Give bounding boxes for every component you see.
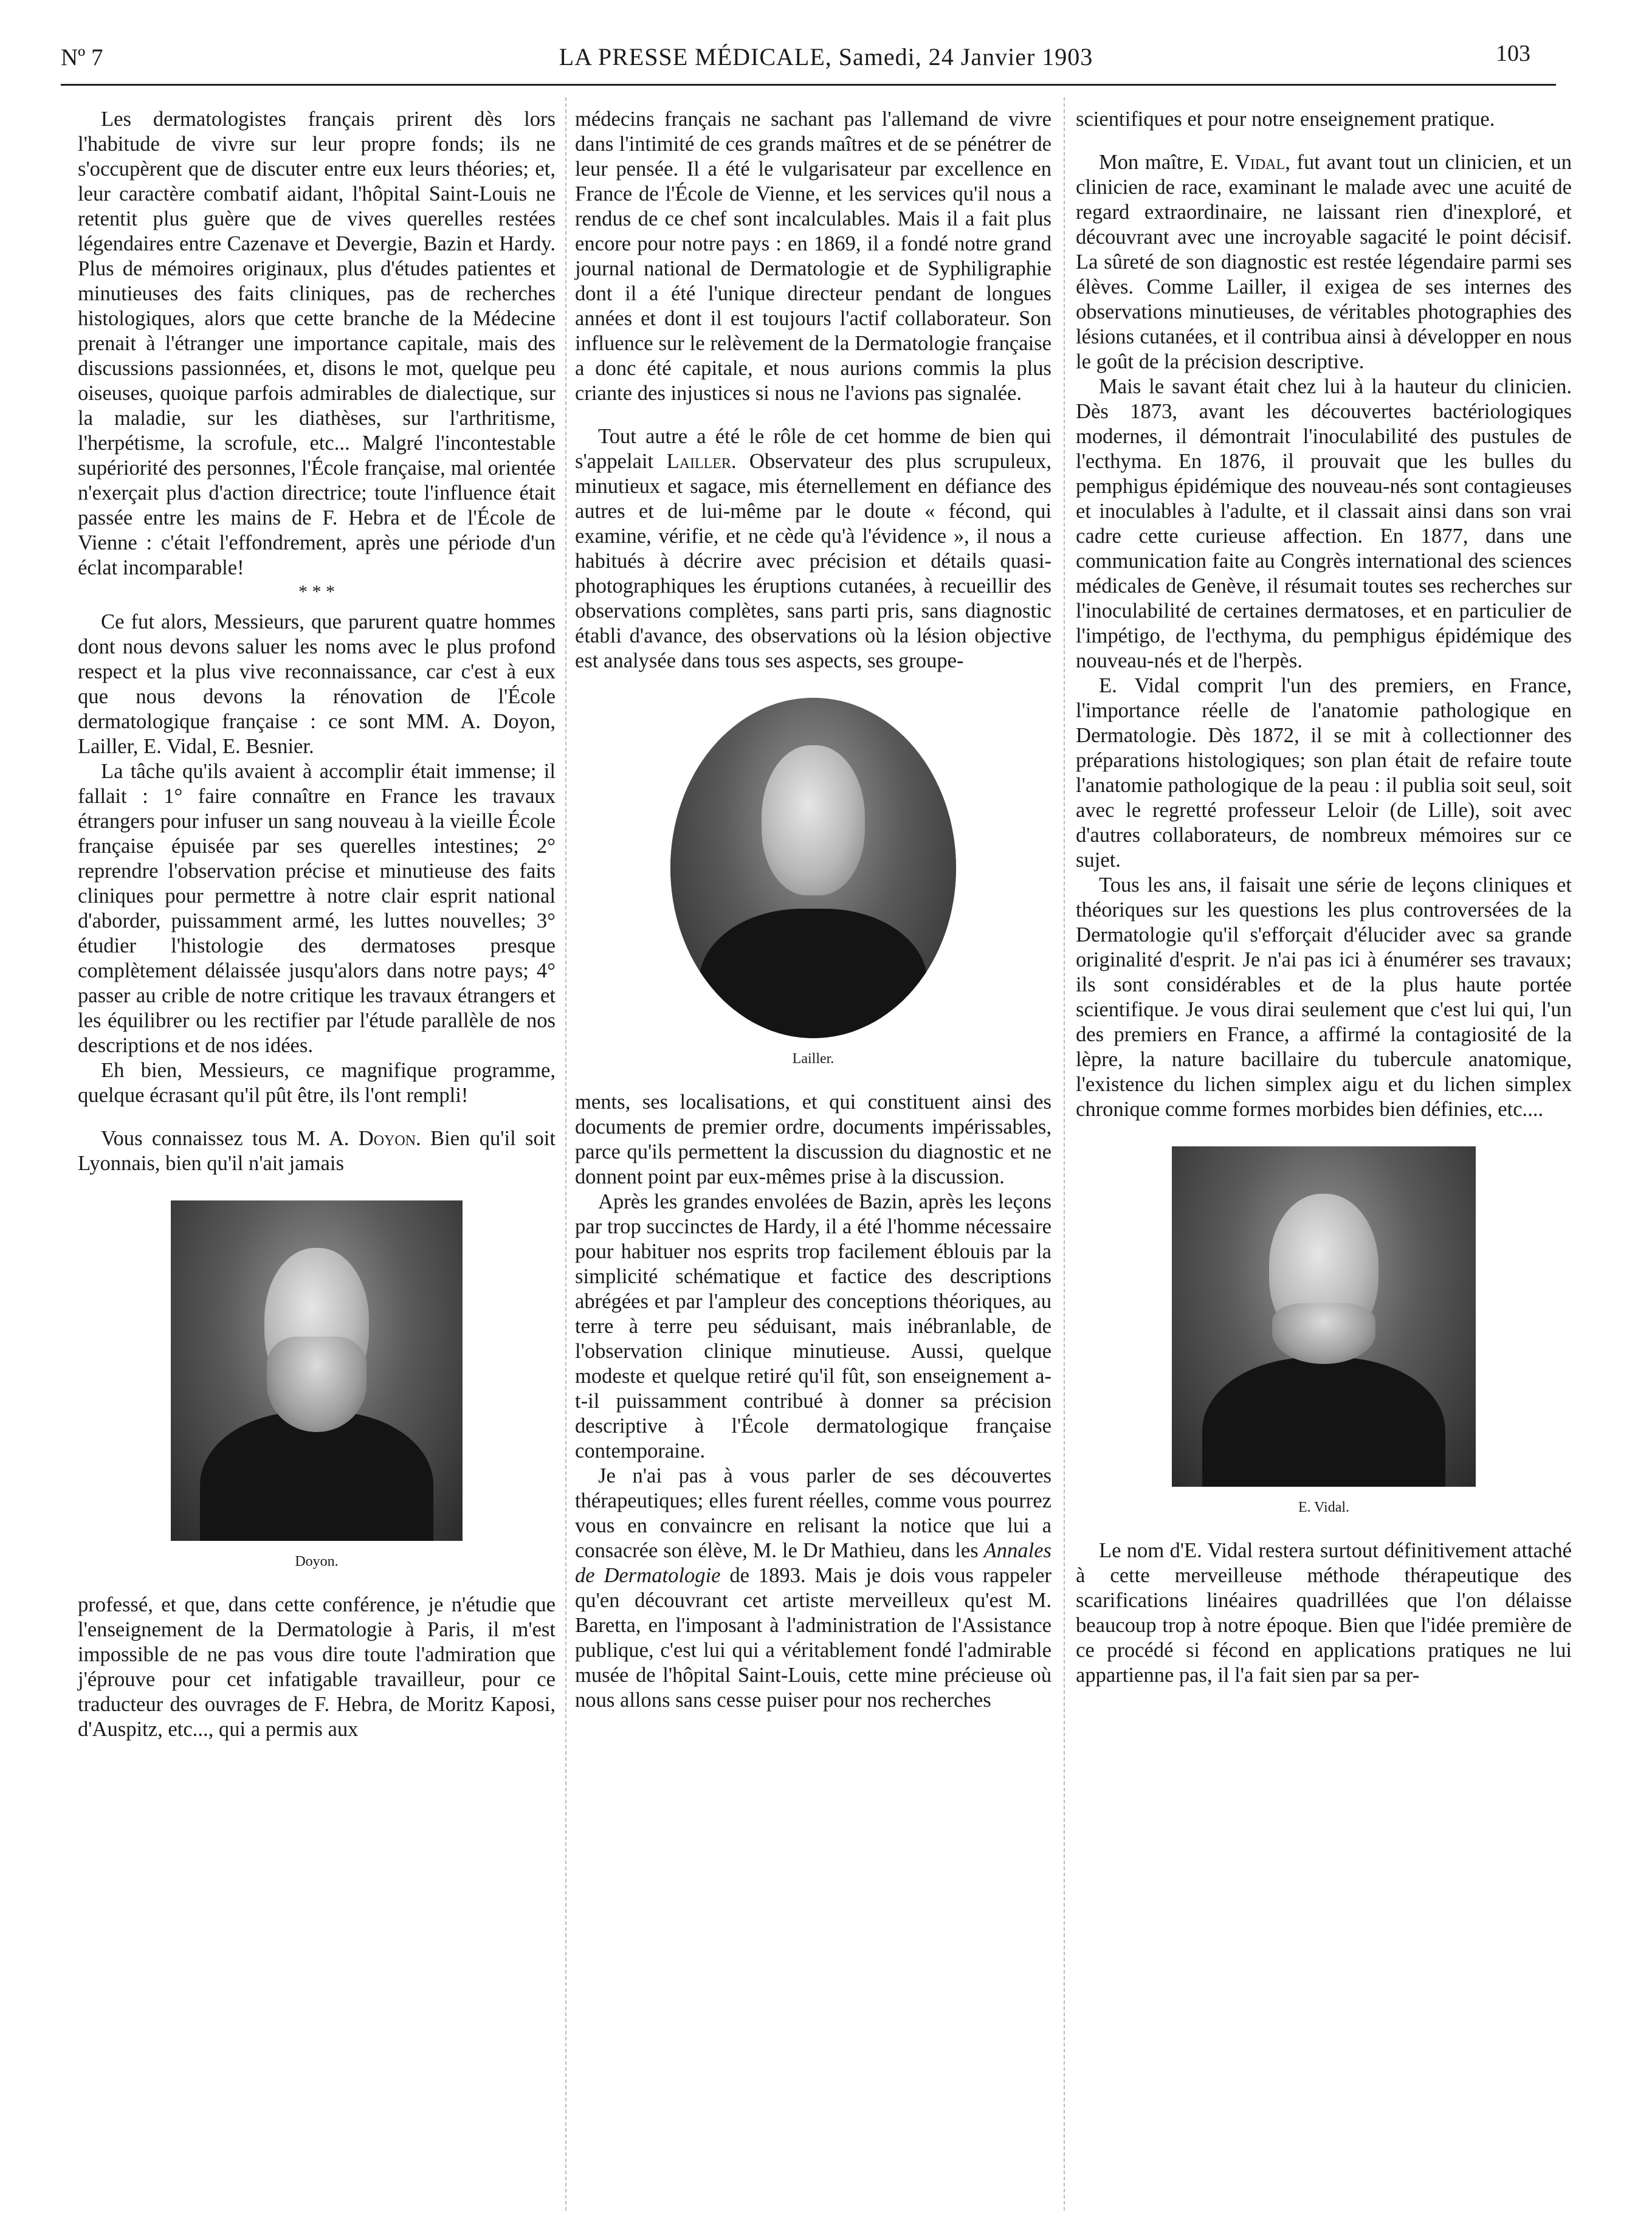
paragraph: E. Vidal comprit l'un des premiers, en France, l'importance réelle de l'anatomie pathologique en Dermatologie. Dès 1872, il se mit à collectionner des préparations histologiques; son plan était de refaire toute l'anatomie pathologique de la peau : il publia soit seul, soit avec le regretté professeur Leloir (de Lille), soit avec d'autres collaborateurs, de nombreux mémoires sur ce sujet. <box>1076 674 1572 872</box>
portrait-photo <box>670 698 956 1038</box>
paragraph: Après les grandes envolées de Bazin, après les leçons par trop succinctes de Hardy, il a été l'homme nécessaire pour habituer nos esprits trop facilement éblouis par la simplicité schématique et factice des descriptions abrégées et par l'ampleur des conceptions théoriques, au terre à terre peu séduisant, mais inébranlable, de l'observation clinique minutieuse. Aussi, quelque modeste et quelque retiré qu'il fût, son enseignement a-t-il puissamment contribué à donner sa précision descriptive à l'École dermatologique française contemporaine. <box>575 1190 1051 1462</box>
figure-caption: Doyon. <box>295 1554 339 1569</box>
figure-caption: E. Vidal. <box>1298 1500 1350 1515</box>
journal-title: LA PRESSE MÉDICALE, Samedi, 24 Janvier 1903 <box>559 43 1093 71</box>
page-header <box>0 0 1652 91</box>
paragraph: professé, et que, dans cette conférence, je n'étudie que l'enseignement de la Dermatologie à Paris, il m'est impossible de ne pas vous dire toute l'admiration que j'éprouve pour cet infatigable travailleur, pour ce traducteur des ouvrages de F. Hebra, de Moritz Kaposi, d'Auspitz, etc..., qui a permis aux <box>78 1593 556 1741</box>
person-name: Vidal <box>1234 151 1285 174</box>
figure-caption: Lailler. <box>792 1051 835 1067</box>
portrait-figure-doyon <box>78 1200 556 1574</box>
paragraph: Les dermatologistes français prirent dès lors l'habitude de vivre sur leur propre fonds; ils ne s'occupèrent que de discuter entre eux leurs théories; et, leur caractère combatif aidant, l'hôpital Saint-Louis ne retentit plus guère que de vives querelles restées légendaires entre Cazenave et Devergie, Bazin et Hardy. Plus de mémoires originaux, plus d'études patientes et minutieuses des faits cliniques, pas de recherches histologiques, alors que cette branche de la Médecine prenait à l'étranger une importance capitale, mais des discussions passionnées, et, disons le mot, quelque peu oiseuses, quoique parfois admirables de dialectique, sur la maladie, sur les diathèses, sur l'arthritisme, l'herpétisme, la scrofule, etc... Malgré l'incontestable supériorité des personnes, l'École française, mal orientée n'exerçait plus d'action directrice; toute l'influence était passée entre les mains de F. Hebra et de l'École de Vienne : c'était l'effondrement, après une période d'un éclat incomparable! <box>78 108 556 579</box>
column-2 <box>575 107 1051 1713</box>
paragraph: Mais le savant était chez lui à la hauteur du clinicien. Dès 1873, avant les découvertes bactériologiques modernes, il démontrait l'inoculabilité des pustules de l'ecthyma. En 1876, il prouvait que les bulles du pemphigus épidémique des nouveau-nés sont contagieuses et inoculables à l'adulte, et il classait ainsi dans son vrai cadre cette curieuse affection. En 1877, dans une communication faite au Congrès international des sciences médicales de Genève, il résumait toutes ses recherches sur l'inoculabilité de certaines dermatoses, et en particulier de l'impétigo, de l'ecthyma, du pemphigus épidémique des nouveau-nés et de l'herpès. <box>1076 375 1572 672</box>
paragraph: Le nom d'E. Vidal restera surtout définitivement attaché à cette merveilleuse méthode thérapeutique des scarifications linéaires quadrillées que l'on délaisse beaucoup trop à notre époque. Bien que l'idée première de ce procédé si fécond en applications pratiques ne lui appartienne pas, il l'a fait sien par sa per- <box>1076 1539 1572 1687</box>
column-1 <box>78 107 556 1742</box>
paragraph: Mon maître, E. Vidal, fut avant tout un clinicien, et un clinicien de race, examinant le malade avec une acuité de regard extraordinaire, ne laissant rien d'inexploré, et découvrant avec une incroyable sagacité le point décisif. La sûreté de son diagnostic est restée légendaire parmi ses élèves. Comme Lailler, il exigea de ses internes des observations minutieuses, de véritables photographies des lésions cutanées, et il contribua ainsi à développer en nous le goût de la précision descriptive. <box>1076 151 1572 373</box>
column-divider <box>1064 97 1065 2211</box>
person-name: Lailler <box>666 450 731 473</box>
column-divider <box>565 97 566 2211</box>
paragraph: Je n'ai pas à vous parler de ses découvertes thérapeutiques; elles furent réelles, comme vous pourrez vous en convaincre en relisant la notice que lui a consacrée son élève, M. le Dr Mathieu, dans les Annales de Dermatologie de 1893. Mais je dois vous rappeler qu'en découvrant cet artiste merveilleux qu'est M. Baretta, en l'imposant à l'administration de l'Assistance publique, c'est lui qui a véritablement fondé l'admirable musée de l'hôpital Saint-Louis, cette mine précieuse où nous allons sans cesse puiser pour nos recherches <box>575 1464 1051 1712</box>
portrait-figure-vidal <box>1076 1146 1572 1520</box>
portrait-photo <box>171 1200 463 1541</box>
paragraph: scientifiques et pour notre enseignement pratique. <box>1076 108 1495 131</box>
journal-name: Annales de Dermatologie <box>575 1539 1051 1587</box>
paragraph: Ce fut alors, Messieurs, que parurent quatre hommes dont nous devons saluer les noms avec le plus profond respect et la plus vive reconnaissance, car c'est à eux que nous devons la rénovation de l'École dermatologique française : ce sont MM. A. Doyon, Lailler, E. Vidal, E. Besnier. <box>78 610 556 758</box>
issue-number: Nº 7 <box>61 44 103 71</box>
paragraph: médecins français ne sachant pas l'allemand de vivre dans l'intimité de ces grands maîtres et de se pénétrer de leur pensée. Il a été le vulgarisateur par excellence en France de l'École de Vienne, et les services qu'il nous a rendus de ce chef sont incalculables. Mais il a fait plus encore pour notre pays : en 1869, il a fondé notre grand journal national de Dermatologie et de Syphiligraphie dont il a été l'unique directeur pendant de longues années et dont il est toujours l'actif collaborateur. Son influence sur le relèvement de la Dermatologie française a donc été capitale, et nous aurions commis la plus criante des injustices si nous ne l'avions pas signalée. <box>575 108 1051 405</box>
page-number: 103 <box>1496 41 1530 66</box>
paragraph: Eh bien, Messieurs, ce magnifique programme, quelque écrasant qu'il pût être, ils l'ont rempli! <box>78 1059 556 1107</box>
section-separator: * * * <box>298 582 335 602</box>
portrait-photo <box>1172 1146 1476 1487</box>
paragraph: Tous les ans, il faisait une série de leçons cliniques et théoriques sur les questions les plus controversées de la Dermatologie qu'il s'efforçait d'élucider avec sa grande originalité d'esprit. Je n'ai pas ici à énumérer ses travaux; ils sont considérables et de la plus haute portée scientifique. Je vous dirai seulement que c'est lui qui, l'un des premiers en France, a affirmé la contagiosité de la lèpre, la nature bacillaire du tubercule anatomique, l'existence du lichen simplex aigu et du lichen simplex chronique comme formes morbides bien définies, etc.... <box>1076 873 1572 1121</box>
column-3 <box>1076 107 1572 1688</box>
paragraph: Tout autre a été le rôle de cet homme de bien qui s'appelait Lailler. Observateur des plus scrupuleux, minutieux et sagace, mis éternellement en défiance des autres et de lui-même par le doute « fécond, qui examine, vérifie, et ne cède qu'à l'évidence », il nous a habitués à décrire avec précision et détails quasi-photographiques les éruptions cutanées, à recueillir des observations complètes, sans parti pris, sans diagnostic établi d'avance, des observations où la lésion objective est analysée dans tous ses aspects, ses groupe- <box>575 425 1052 672</box>
person-name: Doyon <box>358 1127 416 1150</box>
header-rule <box>61 84 1556 86</box>
paragraph: La tâche qu'ils avaient à accomplir était immense; il fallait : 1° faire connaître en France les travaux étrangers pour infuser un sang nouveau à la vieille École française épuisée par ses querelles intestines; 2° reprendre l'observation précise et minutieuse des faits cliniques pour permettre à notre clair esprit national d'aborder, puissamment armé, les luttes nouvelles; 3° étudier l'histologie des dermatoses presque complètement délaissée jusqu'alors dans notre pays; 4° passer au crible de notre critique les travaux étrangers et les équilibrer ou les rectifier par l'étude parallèle de nos descriptions et de nos idées. <box>78 760 556 1057</box>
paragraph: ments, ses localisations, et qui constituent ainsi des documents de premier ordre, documents impérissables, parce qu'ils permettent la discussion du diagnostic et ne donnent point par eux-mêmes prise à la discussion. <box>575 1090 1051 1188</box>
portrait-figure-lailler <box>575 698 1051 1072</box>
paragraph: Vous connaissez tous M. A. Doyon. Bien qu'il soit Lyonnais, bien qu'il n'ait jamais <box>78 1127 556 1175</box>
